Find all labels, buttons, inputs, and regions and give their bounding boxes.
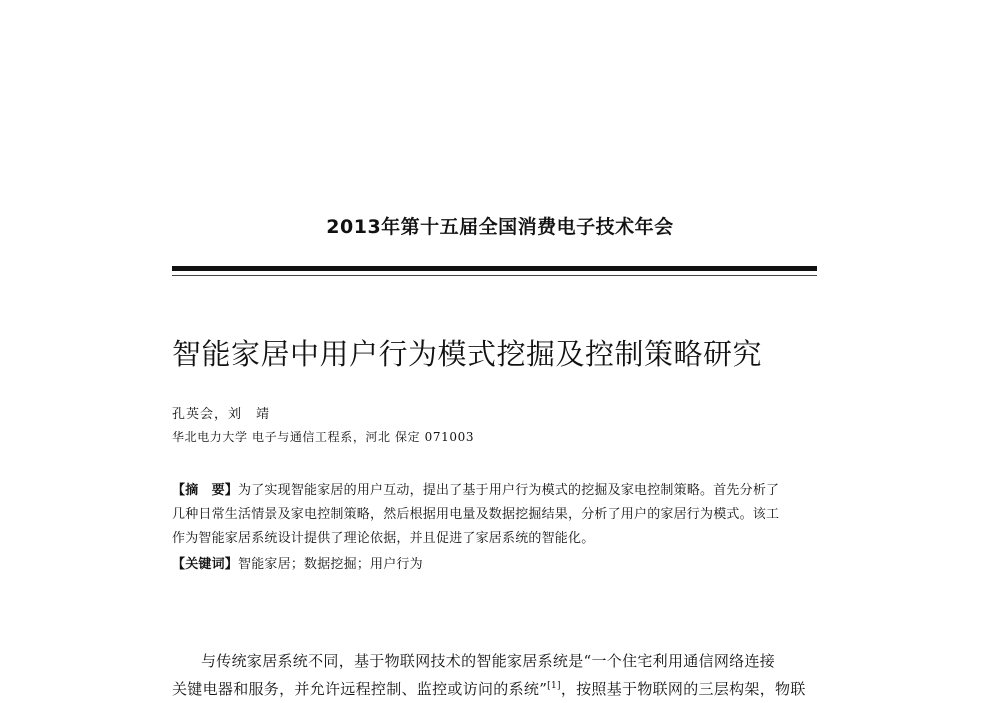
- conference-header: 2013年第十五届全国消费电子技术年会: [326, 216, 674, 238]
- abstract-label: 【摘 要】: [172, 483, 239, 498]
- abstract-text-1: 为了实现智能家居的用户互动，提出了基于用户行为模式的挖掘及家电控制策略。首先分析了: [238, 483, 780, 498]
- keywords-text: 智能家居；数据挖掘；用户行为: [238, 557, 423, 572]
- abstract-line-3: 作为智能家居系统设计提供了理论依据，并且促进了家居系统的智能化。: [172, 531, 595, 546]
- header-rule-thin: [172, 275, 817, 276]
- abstract-line-1: [172, 479, 779, 498]
- paper-title: 智能家居中用户行为模式挖掘及控制策略研究: [172, 337, 763, 371]
- authors: 孔英会，刘 靖: [172, 407, 271, 422]
- header-rule-thick: [172, 266, 817, 271]
- keywords-line: [172, 553, 423, 572]
- abstract-line-2: 几种日常生活情景及家电控制策略，然后根据用电量及数据挖掘结果，分析了用户的家居行为模式。该工: [172, 507, 780, 522]
- body-paragraph-line-1: 与传统家居系统不同，基于物联网技术的智能家居系统是“一个住宅利用通信网络连接: [201, 652, 776, 670]
- citation-ref: [1]: [547, 681, 561, 691]
- body-line-2-text: 关键电器和服务，并允许远程控制、监控或访问的系统”: [172, 680, 548, 698]
- keywords-label: 【关键词】: [172, 557, 239, 572]
- body-line-2-text-after: ，按照基于物联网的三层构架，物联: [560, 680, 806, 698]
- body-paragraph-line-2: [172, 678, 806, 699]
- affiliation: 华北电力大学 电子与通信工程系，河北 保定 071003: [172, 430, 475, 444]
